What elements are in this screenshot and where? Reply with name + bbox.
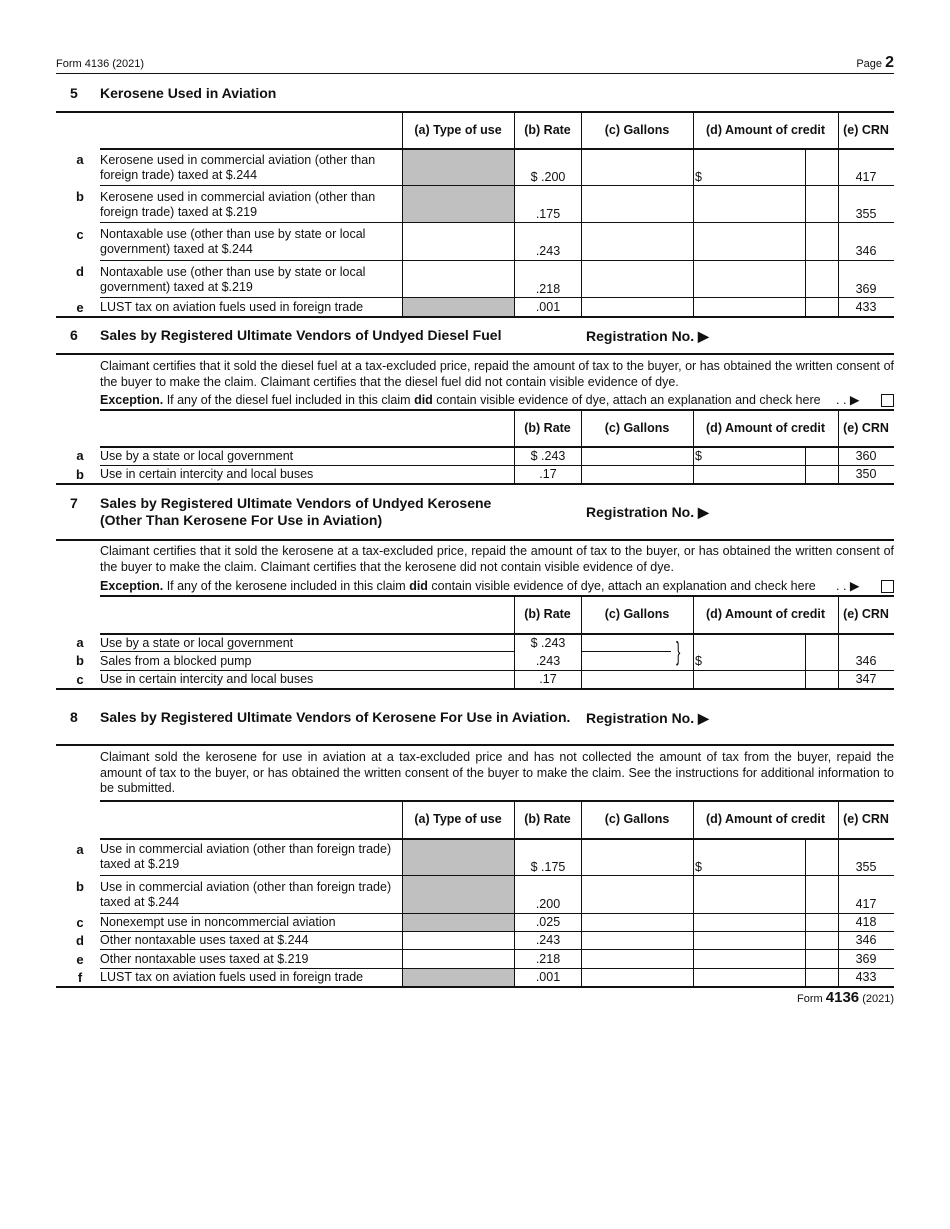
section-title: Kerosene Used in Aviation [100, 85, 277, 101]
page-number: 2 [885, 54, 894, 71]
col-header-rate: (b) Rate [524, 812, 571, 826]
section-number: 6 [70, 327, 78, 343]
rate-value: $ .243 [530, 636, 566, 650]
crn-value: 417 [855, 897, 877, 911]
col-header-gallons: (c) Gallons [604, 421, 670, 435]
col-header-type-of-use: (a) Type of use [414, 812, 502, 826]
row-description: Nontaxable use (other than use by state or local government) taxed at $.219 [100, 265, 366, 294]
rate-value: $ .200 [530, 170, 566, 184]
row-description: Use in commercial aviation (other than foreign trade) taxed at $.244 [100, 880, 392, 909]
table-bottom-rule [56, 483, 894, 485]
gallons-input-7c[interactable] [582, 671, 692, 688]
rate-value: .243 [535, 244, 561, 258]
registration-number-input[interactable] [715, 706, 894, 728]
rate-value: .17 [539, 467, 557, 481]
crn-value: 350 [855, 467, 877, 481]
type-of-use-input-5c[interactable] [403, 223, 514, 260]
row-description: Use in certain intercity and local buses [100, 672, 314, 686]
registration-label: Registration No. ▶ [586, 710, 709, 726]
shaded-cell [403, 914, 514, 931]
col-header-gallons: (c) Gallons [604, 123, 670, 137]
gallons-input-5e[interactable] [582, 298, 692, 316]
credit-input-5d[interactable] [694, 261, 805, 297]
crn-value: 346 [855, 244, 877, 258]
gallons-input-8b[interactable] [582, 876, 692, 913]
row-label: d [76, 933, 84, 948]
row-label: d [76, 264, 84, 279]
row-label: b [76, 653, 84, 668]
col-header-amount-of-credit: (d) Amount of credit [706, 421, 825, 435]
rate-value: .218 [535, 952, 561, 966]
crn-value: 433 [855, 300, 877, 314]
rate-value: .025 [535, 915, 561, 929]
section-title: Sales by Registered Ultimate Vendors of Undyed Diesel Fuel [100, 327, 502, 343]
credit-input-5c[interactable] [694, 223, 805, 260]
col-header-amount-of-credit: (d) Amount of credit [706, 607, 825, 621]
dye-exception-checkbox[interactable] [881, 394, 894, 407]
row-label: b [76, 189, 84, 204]
page-indicator [856, 54, 894, 72]
crn-value: 418 [855, 915, 877, 929]
table-bottom-rule [56, 688, 894, 690]
col-header-crn: (e) CRN [843, 123, 889, 137]
row-rule [100, 595, 894, 597]
col-header-amount-of-credit: (d) Amount of credit [706, 123, 825, 137]
row-label: a [76, 635, 84, 650]
rate-value: .200 [535, 897, 561, 911]
shaded-cell [403, 876, 514, 913]
registration-label: Registration No. ▶ [586, 504, 709, 520]
table-bottom-rule [56, 316, 894, 318]
dye-exception-checkbox[interactable] [881, 580, 894, 593]
rate-value: $ .175 [530, 860, 566, 874]
footer-year: (2021) [862, 993, 894, 1005]
registration-label: Registration No. ▶ [586, 328, 709, 344]
type-of-use-input-5d[interactable] [403, 261, 514, 297]
shaded-cell [403, 149, 514, 185]
row-label: e [76, 952, 84, 967]
col-header-crn: (e) CRN [843, 421, 889, 435]
row-description: LUST tax on aviation fuels used in foreign trade [100, 970, 364, 984]
crn-value: 355 [855, 860, 877, 874]
shaded-cell [403, 298, 514, 316]
dollar-sign: $ [695, 170, 702, 184]
row-label: a [76, 448, 84, 463]
gallons-input-6a[interactable] [582, 447, 692, 465]
credit-input-8e[interactable] [694, 950, 805, 968]
col-header-amount-of-credit: (d) Amount of credit [706, 812, 825, 826]
section-rule [56, 744, 894, 746]
credit-input-7c[interactable] [694, 671, 805, 688]
row-description: LUST tax on aviation fuels used in foreign trade [100, 300, 364, 314]
row-label: c [76, 227, 84, 242]
exception-leader: . . ▶ [836, 579, 860, 593]
rate-value: .243 [535, 654, 561, 668]
section-rule [56, 353, 894, 355]
rate-value: .17 [539, 672, 557, 686]
registration-number-input[interactable] [715, 500, 894, 522]
crn-value: 355 [855, 207, 877, 221]
dollar-sign: $ [695, 860, 702, 874]
rate-value: .001 [535, 970, 561, 984]
credit-input-8c[interactable] [694, 914, 805, 931]
rate-value: .243 [535, 933, 561, 947]
row-description: Kerosene used in commercial aviation (other than foreign trade) taxed at $.219 [100, 190, 376, 219]
section-number: 8 [70, 709, 78, 725]
page-prefix: Page [856, 58, 883, 70]
credit-input-5e[interactable] [694, 298, 805, 316]
exception-text: Exception. If any of the kerosene included in this claim did contain visible evidence of dye, attach an explanation and check here [100, 579, 816, 593]
credit-input-5b[interactable] [694, 186, 805, 222]
gallons-input-5a[interactable] [582, 149, 692, 185]
gallons-input-8f[interactable] [582, 969, 692, 986]
credit-input-7ab[interactable] [694, 634, 805, 670]
section-title: Sales by Registered Ultimate Vendors of Kerosene For Use in Aviation. [100, 709, 571, 725]
row-description: Other nontaxable uses taxed at $.244 [100, 933, 309, 947]
gallons-input-5b[interactable] [582, 186, 692, 222]
gallons-input-8a[interactable] [582, 839, 692, 875]
section-number: 7 [70, 495, 78, 511]
row-label: b [76, 467, 84, 482]
rate-value: .001 [535, 300, 561, 314]
row-description: Kerosene used in commercial aviation (other than foreign trade) taxed at $.244 [100, 153, 376, 182]
gallons-input-8d[interactable] [582, 932, 692, 949]
col-header-crn: (e) CRN [843, 812, 889, 826]
col-rule [805, 838, 806, 987]
bracket-brace: } [676, 636, 681, 666]
rate-value: .218 [535, 282, 561, 296]
col-header-type-of-use: (a) Type of use [414, 123, 502, 137]
credit-input-8a[interactable] [694, 839, 805, 875]
row-rule [100, 651, 514, 652]
crn-value: 369 [855, 952, 877, 966]
certification-text: Claimant sold the kerosene for use in aviation at a tax-excluded price and has not collected the amount of tax from the buyer, repaid the amount of tax to the buyer, or has obtained the written consent of the buyer to make the claim. See the instructions for additional information to be submitted. [100, 750, 894, 795]
gallons-input-5d[interactable] [582, 261, 692, 297]
row-label: b [76, 879, 84, 894]
shaded-cell [403, 186, 514, 222]
row-label: a [76, 152, 84, 167]
crn-value: 360 [855, 449, 877, 463]
crn-value: 347 [855, 672, 877, 686]
row-description: Nonexempt use in noncommercial aviation [100, 915, 336, 929]
rate-value: $ .243 [530, 449, 566, 463]
footer-form-prefix: Form [797, 993, 823, 1005]
col-header-rate: (b) Rate [524, 607, 571, 621]
col-header-gallons: (c) Gallons [604, 812, 670, 826]
gallons-input-8e[interactable] [582, 950, 692, 968]
type-of-use-input-8e[interactable] [403, 950, 514, 968]
col-header-rate: (b) Rate [524, 123, 571, 137]
form-footer [797, 989, 894, 1006]
crn-value: 346 [855, 933, 877, 947]
rate-value: .175 [535, 207, 561, 221]
crn-value: 433 [855, 970, 877, 984]
section-title: Sales by Registered Ultimate Vendors of Undyed Kerosene (Other Than Kerosene For Use in Aviation) [100, 495, 492, 528]
certification-text: Claimant certifies that it sold the diesel fuel at a tax-excluded price, repaid the amount of tax to the buyer, or has obtained the written consent of the buyer to make the claim. Claimant certifies that the diesel fuel did not contain visible evidence of dye. [100, 359, 894, 389]
row-label: e [76, 300, 84, 315]
row-rule [100, 800, 894, 802]
exception-leader: . . ▶ [836, 393, 860, 407]
credit-input-5a[interactable] [694, 149, 805, 185]
credit-input-8f[interactable] [694, 969, 805, 986]
gallons-input-7b[interactable] [582, 652, 670, 670]
dollar-sign: $ [695, 449, 702, 463]
exception-text: Exception. If any of the diesel fuel included in this claim did contain visible evidence of dye, attach an explanation and check here [100, 393, 821, 407]
header-rule [56, 73, 894, 74]
gallons-input-6b[interactable] [582, 466, 692, 483]
row-description: Use in commercial aviation (other than foreign trade) taxed at $.219 [100, 842, 392, 871]
row-description: Other nontaxable uses taxed at $.219 [100, 952, 309, 966]
row-description: Use in certain intercity and local buses [100, 467, 314, 481]
shaded-cell [403, 839, 514, 875]
row-description: Sales from a blocked pump [100, 654, 252, 668]
shaded-cell [403, 969, 514, 986]
col-rule [805, 633, 806, 689]
certification-text: Claimant certifies that it sold the kerosene at a tax-excluded price, repaid the amount of tax to the buyer, or has obtained the written consent of the buyer to make the claim. Claimant certifies that the kerosene did not contain visible evidence of dye. [100, 544, 894, 574]
row-label: c [76, 672, 84, 687]
table-bottom-rule [56, 986, 894, 988]
row-label: a [76, 842, 84, 857]
crn-value: 346 [855, 654, 877, 668]
credit-input-6b[interactable] [694, 466, 805, 483]
type-of-use-input-8d[interactable] [403, 932, 514, 949]
row-label: f [77, 970, 83, 985]
crn-value: 417 [855, 170, 877, 184]
section-rule [56, 539, 894, 541]
col-rule [805, 446, 806, 484]
col-header-rate: (b) Rate [524, 421, 571, 435]
gallons-input-7a[interactable] [582, 634, 670, 651]
section-number: 5 [70, 85, 78, 101]
footer-form-number: 4136 [825, 989, 860, 1006]
gallons-input-5c[interactable] [582, 223, 692, 260]
row-rule [100, 409, 894, 411]
credit-input-6a[interactable] [694, 447, 805, 465]
section-rule [56, 111, 894, 113]
row-description: Nontaxable use (other than use by state or local government) taxed at $.244 [100, 227, 366, 256]
col-header-crn: (e) CRN [843, 607, 889, 621]
col-rule [805, 148, 806, 317]
registration-number-input[interactable] [715, 324, 894, 346]
credit-input-8d[interactable] [694, 932, 805, 949]
form-header-label: Form 4136 (2021) [56, 58, 145, 70]
gallons-input-8c[interactable] [582, 914, 692, 931]
col-header-gallons: (c) Gallons [604, 607, 670, 621]
row-description: Use by a state or local government [100, 636, 294, 650]
crn-value: 369 [855, 282, 877, 296]
row-label: c [76, 915, 84, 930]
dollar-sign: $ [695, 654, 702, 668]
credit-input-8b[interactable] [694, 876, 805, 913]
row-description: Use by a state or local government [100, 449, 294, 463]
